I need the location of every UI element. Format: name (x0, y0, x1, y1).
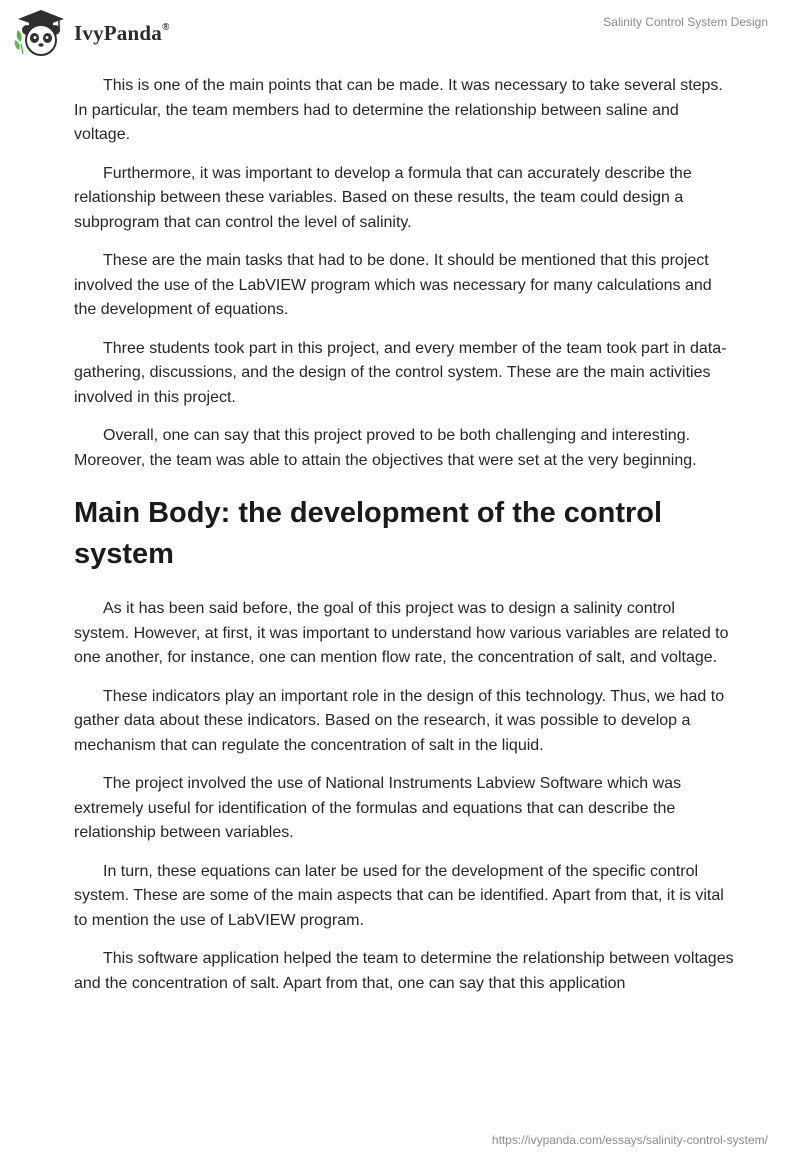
panda-graduate-icon (14, 8, 68, 58)
logo[interactable] (14, 8, 170, 58)
paragraph: In turn, these equations can later be used for the development of the specific control system. These are some of the main aspects that can be identified. Apart from that, it is vital to mention the use of LabVIEW program. (74, 862, 724, 929)
section-heading: Main Body: the development of the control system (74, 497, 663, 570)
paragraph: These are the main tasks that had to be done. It should be mentioned that this project involved the use of the LabVIEW program which was necessary for many calculations and the development of equations. (74, 252, 712, 318)
paragraph: Overall, one can say that this project proved to be both challenging and interesting. Moreover, the team was able to attain the objectives that were set at the very beginning. (74, 427, 697, 469)
paragraph: As it has been said before, the goal of this project was to design a salinity control system. However, at first, it was important to understand how various variables are related to one another, for instance, one can mention flow rate, the concentration of salt, and voltage. (74, 600, 729, 666)
paragraph: This is one of the main points that can be made. It was necessary to take several steps. In particular, the team members had to determine the relationship between saline and voltage. (74, 77, 723, 143)
paragraph: Furthermore, it was important to develop a formula that can accurately describe the relationship between these variables. Based on these results, the team could design a subprogram that can control the level of salinity. (74, 164, 692, 231)
paragraph: The project involved the use of National Instruments Labview Software which was extremely useful for identification of the formulas and equations that can describe the relationship between variables. (74, 775, 682, 841)
essay-content (74, 74, 734, 1010)
document-title: Salinity Control System Design (603, 15, 768, 29)
registered-mark: ® (161, 21, 170, 33)
paragraph: This software application helped the team to determine the relationship between voltages and the concentration of salt. Apart from that, one can say that this application (74, 950, 734, 992)
paragraph: Three students took part in this project, and every member of the team took part in data-gathering, discussions, and the design of the control system. These are the main activities involved in this project. (74, 339, 727, 406)
source-url[interactable]: https://ivypanda.com/essays/salinity-control-system/ (491, 1133, 768, 1147)
page-header (0, 0, 800, 68)
paragraph: These indicators play an important role in the design of this technology. Thus, we had to gather data about these indicators. Based on the research, it was possible to develop a mechanism that can regulate the concentration of salt in the liquid. (74, 687, 725, 754)
brand-name: IvyPanda® (74, 20, 170, 45)
